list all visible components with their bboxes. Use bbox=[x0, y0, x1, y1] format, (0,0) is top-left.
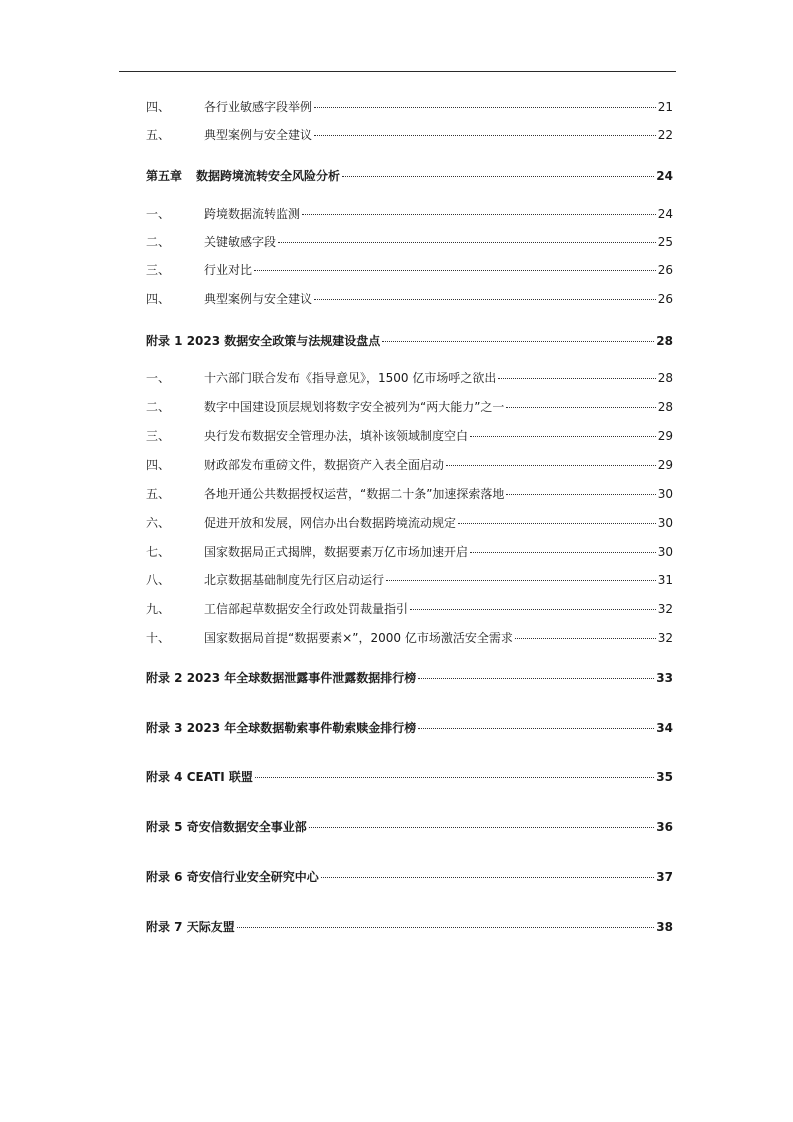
toc-entry[interactable] bbox=[146, 126, 673, 144]
toc-entry-number: 二、 bbox=[146, 235, 171, 249]
toc-entry-number: 一、 bbox=[146, 371, 171, 385]
toc-entry[interactable] bbox=[146, 456, 673, 474]
toc-entry-number: 四、 bbox=[146, 458, 171, 472]
toc-entry-number: 四、 bbox=[146, 292, 171, 306]
toc-entry[interactable] bbox=[146, 427, 673, 445]
toc-entry[interactable] bbox=[146, 98, 673, 116]
toc-entry-title: 行业对比 bbox=[204, 263, 253, 277]
toc-entry-number: 十、 bbox=[146, 631, 171, 645]
toc-entry-title: 关键敏感字段 bbox=[204, 235, 277, 249]
toc-entry-page: 30 bbox=[657, 516, 673, 530]
toc-entry-page: 31 bbox=[657, 573, 673, 587]
toc-entry-page: 28 bbox=[657, 400, 673, 414]
toc-entry-title: 各地开通公共数据授权运营，“数据二十条”加速探索落地 bbox=[204, 487, 505, 501]
toc-entry-number: 五、 bbox=[146, 128, 171, 142]
toc-entry-page: 32 bbox=[657, 631, 673, 645]
toc-entry-page: 29 bbox=[657, 458, 673, 472]
toc-entry[interactable] bbox=[146, 485, 673, 503]
toc-entry[interactable] bbox=[146, 571, 673, 589]
toc-entry-page: 36 bbox=[656, 820, 673, 834]
toc-entry-title: 促进开放和发展，网信办出台数据跨境流动规定 bbox=[204, 516, 457, 530]
toc-dot-leader bbox=[278, 242, 656, 243]
toc-entry-page: 26 bbox=[657, 292, 673, 306]
toc-appendix-title: 附录 5 奇安信数据安全事业部 bbox=[146, 820, 307, 834]
toc-dot-leader bbox=[342, 176, 654, 177]
toc-entry-title: 典型案例与安全建议 bbox=[204, 292, 313, 306]
toc-appendix-title: 附录 4 CEATI 联盟 bbox=[146, 770, 253, 784]
toc-entry-page: 29 bbox=[657, 429, 673, 443]
toc-dot-leader bbox=[418, 728, 654, 729]
toc-entry-page: 28 bbox=[656, 334, 673, 348]
toc-appendix-title: 附录 7 天际友盟 bbox=[146, 920, 235, 934]
toc-appendix-title: 附录 3 2023 年全球数据勒索事件勒索赎金排行榜 bbox=[146, 721, 417, 735]
toc-dot-leader bbox=[418, 678, 654, 679]
toc-entry-number: 五、 bbox=[146, 487, 171, 501]
toc-entry-title: 跨境数据流转监测 bbox=[204, 207, 301, 221]
toc-appendix-entry[interactable] bbox=[146, 868, 673, 886]
toc-appendix-entry[interactable] bbox=[146, 332, 673, 350]
toc-entry-number: 一、 bbox=[146, 207, 171, 221]
toc-dot-leader bbox=[386, 580, 656, 581]
toc-entry-page: 24 bbox=[657, 207, 673, 221]
toc-entry[interactable] bbox=[146, 600, 673, 618]
toc-dot-leader bbox=[302, 214, 656, 215]
toc-entry-page: 37 bbox=[656, 870, 673, 884]
toc-entry-title: 国家数据局首提“数据要素×”，2000 亿市场激活安全需求 bbox=[204, 631, 513, 645]
toc-appendix-entry[interactable] bbox=[146, 669, 673, 687]
toc-appendix-title: 附录 2 2023 年全球数据泄露事件泄露数据排行榜 bbox=[146, 671, 417, 685]
toc-dot-leader bbox=[309, 827, 655, 828]
toc-entry-title: 十六部门联合发布《指导意见》，1500 亿市场呼之欲出 bbox=[204, 371, 497, 385]
toc-appendix-title: 附录 6 奇安信行业安全研究中心 bbox=[146, 870, 319, 884]
toc-entry[interactable] bbox=[146, 205, 673, 223]
toc-appendix-title: 附录 1 2023 数据安全政策与法规建设盘点 bbox=[146, 334, 381, 348]
toc-entry-title: 典型案例与安全建议 bbox=[204, 128, 313, 142]
toc-chapter-number: 第五章 bbox=[146, 169, 183, 183]
toc-entry-page: 34 bbox=[656, 721, 673, 735]
toc-entry-page: 28 bbox=[657, 371, 673, 385]
toc-entry-number: 二、 bbox=[146, 400, 171, 414]
toc-entry-page: 21 bbox=[657, 100, 673, 114]
toc-entry[interactable] bbox=[146, 369, 673, 387]
toc-entry-number: 三、 bbox=[146, 429, 171, 443]
toc-dot-leader bbox=[458, 523, 656, 524]
toc-entry[interactable] bbox=[146, 233, 673, 251]
toc-entry-title: 财政部发布重磅文件，数据资产入表全面启动 bbox=[204, 458, 445, 472]
toc-entry-page: 26 bbox=[657, 263, 673, 277]
toc-dot-leader bbox=[255, 777, 654, 778]
toc-chapter-entry[interactable] bbox=[146, 167, 673, 185]
toc-appendix-entry[interactable] bbox=[146, 918, 673, 936]
toc-entry-title: 工信部起草数据安全行政处罚裁量指引 bbox=[204, 602, 409, 616]
toc-entry-page: 24 bbox=[656, 169, 673, 183]
toc-entry-number: 七、 bbox=[146, 545, 171, 559]
toc-entry[interactable] bbox=[146, 543, 673, 561]
toc-entry-page: 25 bbox=[657, 235, 673, 249]
toc-entry-page: 35 bbox=[656, 770, 673, 784]
toc-chapter-title: 数据跨境流转安全风险分析 bbox=[196, 169, 341, 183]
toc-entry-page: 30 bbox=[657, 545, 673, 559]
toc-entry-page: 22 bbox=[657, 128, 673, 142]
toc-entry-number: 九、 bbox=[146, 602, 171, 616]
toc-entry-page: 33 bbox=[656, 671, 673, 685]
toc-dot-leader bbox=[506, 407, 655, 408]
toc-entry[interactable] bbox=[146, 290, 673, 308]
toc-appendix-entry[interactable] bbox=[146, 818, 673, 836]
toc-entry-number: 六、 bbox=[146, 516, 171, 530]
toc-dot-leader bbox=[382, 341, 654, 342]
toc-dot-leader bbox=[498, 378, 655, 379]
toc-entry[interactable] bbox=[146, 398, 673, 416]
toc-entry-title: 北京数据基础制度先行区启动运行 bbox=[204, 573, 385, 587]
toc-entry-page: 32 bbox=[657, 602, 673, 616]
toc-dot-leader bbox=[506, 494, 655, 495]
toc-entry-number: 三、 bbox=[146, 263, 171, 277]
toc-entry-title: 国家数据局正式揭牌，数据要素万亿市场加速开启 bbox=[204, 545, 469, 559]
toc-dot-leader bbox=[470, 552, 656, 553]
toc-entry-number: 八、 bbox=[146, 573, 171, 587]
toc-dot-leader bbox=[515, 638, 656, 639]
toc-dot-leader bbox=[446, 465, 656, 466]
header-rule bbox=[119, 71, 676, 72]
toc-entry-title: 数字中国建设顶层规划将数字安全被列为“两大能力”之一 bbox=[204, 400, 505, 414]
toc-entry-page: 38 bbox=[656, 920, 673, 934]
toc-dot-leader bbox=[314, 135, 656, 136]
toc-dot-leader bbox=[254, 270, 656, 271]
toc-dot-leader bbox=[470, 436, 656, 437]
toc-appendix-entry[interactable] bbox=[146, 768, 673, 786]
toc-entry[interactable] bbox=[146, 261, 673, 279]
toc-entry[interactable] bbox=[146, 629, 673, 647]
toc-entry-title: 央行发布数据安全管理办法，填补该领域制度空白 bbox=[204, 429, 469, 443]
toc-appendix-entry[interactable] bbox=[146, 719, 673, 737]
toc-entry-page: 30 bbox=[657, 487, 673, 501]
toc-dot-leader bbox=[237, 927, 655, 928]
toc-dot-leader bbox=[314, 299, 656, 300]
toc-dot-leader bbox=[314, 107, 656, 108]
toc-entry-number: 四、 bbox=[146, 100, 171, 114]
toc-dot-leader bbox=[321, 877, 655, 878]
toc-entry-title: 各行业敏感字段举例 bbox=[204, 100, 313, 114]
toc-entry[interactable] bbox=[146, 514, 673, 532]
toc-dot-leader bbox=[410, 609, 656, 610]
